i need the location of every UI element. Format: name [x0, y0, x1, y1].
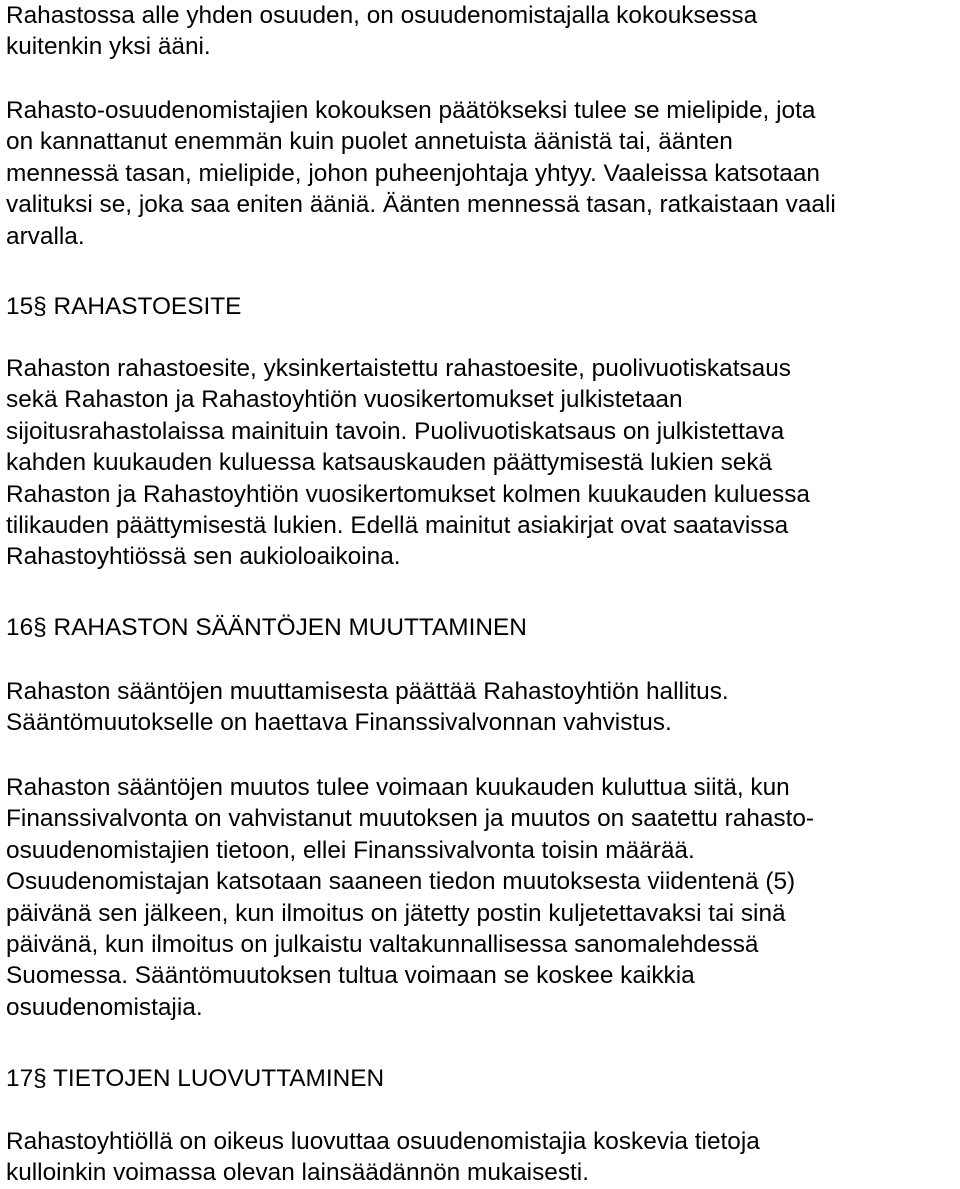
paragraph-meeting-decision: Rahasto-osuudenomistajien kokouksen päätökseksi tulee se mielipide, jota on kannattanut enemmän kuin puolet annetuista äänistä tai, äänten mennessä tasan, mielipide, johon puheenjohtaja yhtyy. Vaaleissa katsotaan valituksi se, joka saa eniten ääniä. Äänten mennessä tasan, ratkaistaan vaali arvalla.	[6, 97, 836, 250]
section-17-heading: 17§ TIETOJEN LUOVUTTAMINEN	[6, 1065, 385, 1092]
section-16-heading: 16§ RAHASTON SÄÄNTÖJEN MUUTTAMINEN	[6, 614, 527, 641]
section-15-paragraph: Rahaston rahastoesite, yksinkertaistettu rahastoesite, puolivuotiskatsaus sekä Rahaston ja Rahastoyhtiön vuosikertomukset julkistetaan sijoitusrahastolaissa mainituin tavoin. Puolivuotiskatsaus on julkistettava kahden kuukauden kuluessa katsauskauden päättymisestä lukien sekä Rahaston ja Rahastoyhtiön vuosikertomukset kolmen kuukauden kuluessa tilikauden päättymisestä lukien. Edellä mainitut asiakirjat ovat saatavissa Rahastoyhtiössä sen aukioloaikoina.	[6, 355, 810, 571]
section-16-paragraph-2: Rahaston sääntöjen muutos tulee voimaan kuukauden kuluttua siitä, kun Finanssivalvonta on vahvistanut muutoksen ja muutos on saatettu rahasto- osuudenomistajien tietoon, ellei Finanssivalvonta toisin määrää. Osuudenomistajan katsotaan saaneen tiedon muutoksesta viidentenä (5) päivänä sen jälkeen, kun ilmoitus on jätetty postin kuljetettavaksi tai sinä päivänä, kun ilmoitus on julkaistu valtakunnallisessa sanomalehdessä Suomessa. Sääntömuutoksen tultua voimaan se koskee kaikkia osuudenomistajia.	[6, 774, 815, 1021]
section-16-paragraph-1: Rahaston sääntöjen muuttamisesta päättää Rahastoyhtiön hallitus. Sääntömuutokselle on haettava Finanssivalvonnan vahvistus.	[6, 678, 729, 737]
paragraph-vote-minimum: Rahastossa alle yhden osuuden, on osuudenomistajalla kokouksessa kuitenkin yksi ääni.	[6, 2, 758, 61]
section-15-heading: 15§ RAHASTOESITE	[6, 293, 242, 320]
section-17-paragraph: Rahastoyhtiöllä on oikeus luovuttaa osuudenomistajia koskevia tietoja kulloinkin voimassa olevan lainsäädännön mukaisesti.	[6, 1128, 760, 1187]
